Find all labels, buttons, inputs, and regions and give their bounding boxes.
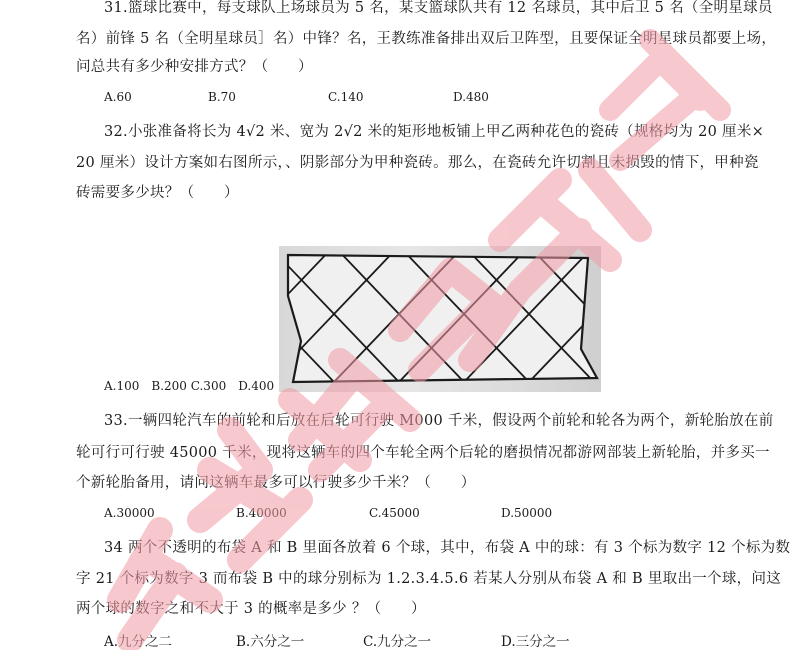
q33-option-a: A.30000 bbox=[104, 506, 155, 520]
q34-option-b: B.六分之一 bbox=[236, 634, 305, 650]
q31-option-b: B.70 bbox=[208, 90, 236, 104]
q31-option-a: A.60 bbox=[104, 90, 132, 104]
q31-line3: 问总共有多少种安排方式？（ ） bbox=[76, 59, 313, 75]
q34-line2: 字 21 个标为数字 3 而布袋 B 中的球分别标为 1.2.3.4.5.6 若某人分别从布袋 A 和 B 里取出一个球，问这 bbox=[76, 571, 782, 587]
q33-option-d: D.50000 bbox=[501, 506, 553, 520]
q32-line3: 砖需要多少块？（ ） bbox=[76, 185, 239, 201]
q33-line3: 个新轮胎备用，请问这辆车最多可以行驶多少千米？（ ） bbox=[76, 475, 476, 491]
q34-option-d: D.三分之一 bbox=[501, 634, 570, 650]
q31-option-d: D.480 bbox=[453, 90, 489, 104]
q32-options: A.100 B.200 C.300 D.400 bbox=[104, 379, 275, 393]
q33-option-c: C.45000 bbox=[369, 506, 420, 520]
q32-line1: 32.小张准备将长为 4√2 米、宽为 2√2 米的矩形地板铺上甲乙两种花色的瓷砖（规格均为 20 厘米× bbox=[104, 124, 765, 140]
q32-line2: 20 厘米）设计方案如右图所示，、阴影部分为甲种瓷砖。那么，在瓷砖允许切割且未损毁的情下，甲种瓷 bbox=[76, 155, 759, 171]
tile-floor bbox=[288, 255, 597, 382]
q33-line2: 轮可行可行驶 45000 千米，现将这辆车的四个车轮全两个后轮的磨损情况都游网部装上新轮胎，并多买一 bbox=[76, 445, 770, 461]
q33-line1: 33.一辆四轮汽车的前轮和后放在后轮可行驶 M000 千米，假设两个前轮和轮各为两个，新轮胎放在前 bbox=[104, 413, 774, 429]
q31-line1: 31.篮球比赛中，每支球队上场球员为 5 名，某支篮球队共有 12 名球员，其中后卫 5 名（全明星球员 bbox=[104, 0, 773, 16]
q34-line3: 两个球的数字之和不大于 3 的概率是多少 ？（ ） bbox=[76, 601, 426, 617]
q33-option-b: B.40000 bbox=[236, 506, 287, 520]
tile-pattern-figure bbox=[279, 246, 601, 392]
q34-option-a: A.九分之二 bbox=[104, 634, 173, 650]
q34-option-c: C.九分之一 bbox=[363, 634, 432, 650]
q34-line1: 34 两个不透明的布袋 A 和 B 里面各放着 6 个球，其中，布袋 A 中的球：有 3 个标为数字 12 个标为数 bbox=[104, 540, 791, 556]
q31-option-c: C.140 bbox=[328, 90, 364, 104]
q31-line2: 名）前锋 5 名（全明星球员］名）中锋？名，王教练准备排出双后卫阵型，且要保证全明星球员都要上场， bbox=[76, 31, 777, 47]
